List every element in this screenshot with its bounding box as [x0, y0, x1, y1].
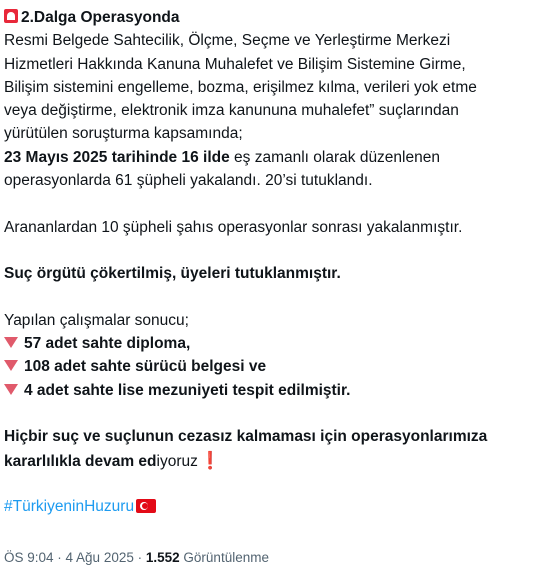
- result-item: [4, 379, 549, 402]
- paragraph-gap: [4, 192, 549, 215]
- closing-rest: iyoruz: [156, 452, 198, 470]
- siren-icon: [4, 9, 18, 23]
- tweet-title-line: [4, 6, 549, 29]
- results-intro: Yapılan çalışmalar sonucu;: [4, 311, 189, 329]
- views-count: 1.552: [145, 550, 180, 565]
- wanted-line: Arananlardan 10 şüpheli şahıs operasyonlar sonrası yakalanmıştır.: [4, 218, 463, 236]
- tweet-title: 2.Dalga Operasyonda: [21, 9, 180, 26]
- paragraph-gap: [4, 286, 549, 309]
- paragraph-gap: [4, 239, 549, 262]
- text-line: Hizmetleri Hakkında Kanuna Muhalefet ve Bilişim Sistemine Girme,: [4, 55, 466, 73]
- result-item: [4, 355, 549, 378]
- hashtag-line: [4, 495, 549, 518]
- date-line-2: operasyonlarda 61 şüpheli yakalandı. 20’si tutuklandı.: [4, 172, 373, 190]
- views-label: Görüntülenme: [183, 550, 269, 565]
- hashtag-link[interactable]: #TürkiyeninHuzuru: [4, 498, 135, 516]
- closing-line-1: Hiçbir suç ve suçlunun cezasız kalmaması için operasyonlarımıza: [4, 428, 488, 446]
- paragraph-gap: [4, 402, 549, 425]
- tweet-timestamp[interactable]: ÖS 9:04 · 4 Ağu 2025 ·: [4, 550, 143, 565]
- closing-line-2: [4, 449, 549, 472]
- date-bold: 23 Mayıs 2025 tarihinde 16 ilde: [4, 148, 230, 166]
- turkey-flag-icon: [136, 499, 156, 513]
- text-line: yürütülen soruşturma kapsamında;: [4, 125, 243, 143]
- text-line: veya değiştirme, elektronik imza kanununa muhalefet” suçlarından: [4, 102, 459, 120]
- date-rest: eş zamanlı olarak düzenlenen: [229, 148, 440, 166]
- closing-bold: kararlılıkla devam ed: [4, 452, 157, 470]
- tweet-text: [4, 6, 549, 519]
- triangle-down-icon: [4, 337, 18, 348]
- result-text: 4 adet sahte lise mezuniyeti tespit edilmiştir.: [24, 381, 351, 399]
- paragraph-gap: [4, 472, 549, 495]
- org-line: Suç örgütü çökertilmiş, üyeleri tutuklanmıştır.: [4, 265, 341, 283]
- text-line: Bilişim sistemini engelleme, bozma, erişilmez kılma, verileri yok etme: [4, 78, 477, 96]
- exclamation-icon: ❗: [199, 450, 222, 470]
- result-text: 57 adet sahte diploma,: [24, 335, 191, 353]
- result-item: [4, 332, 549, 355]
- text-line: Resmi Belgede Sahtecilik, Ölçme, Seçme ve Yerleştirme Merkezi: [4, 32, 451, 50]
- triangle-down-icon: [4, 384, 18, 395]
- date-line: [4, 146, 549, 169]
- triangle-down-icon: [4, 360, 18, 371]
- result-text: 108 adet sahte sürücü belgesi ve: [24, 358, 267, 376]
- tweet-meta: [4, 550, 269, 565]
